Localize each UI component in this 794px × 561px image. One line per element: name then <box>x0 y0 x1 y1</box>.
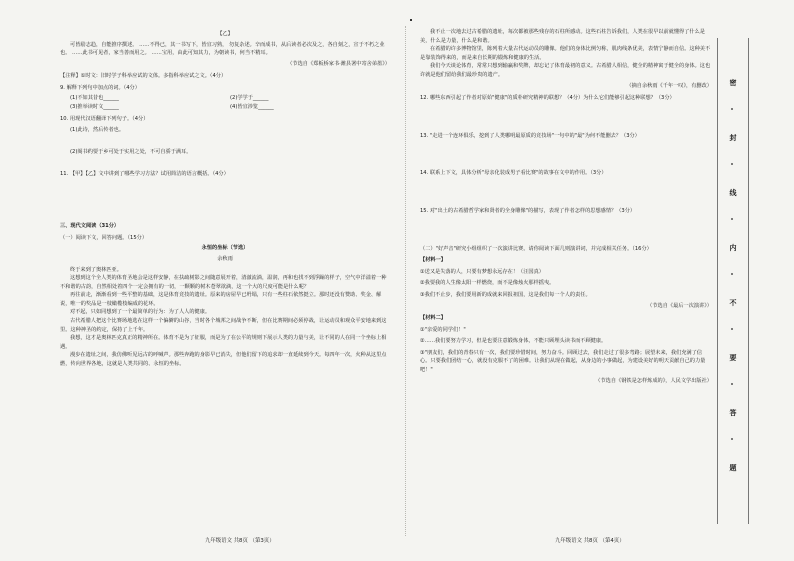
page-divider <box>405 26 406 536</box>
seal-dot <box>731 273 733 275</box>
subsection-2-title: （二）"好声音"研究小组组织了一次演讲比赛。请你阅读下面几则演讲词，并完成相关任务。（16分） <box>420 245 652 252</box>
q9-row-1 <box>70 94 390 103</box>
seal-line-strip <box>717 38 749 524</box>
answer-blank[interactable] <box>420 103 712 129</box>
q9-item-3: (3)推举读时文______ <box>70 104 119 111</box>
question-10: 10. 用现代汉语翻译下列句子。（4分） <box>60 115 149 122</box>
article-title: 永恒的坐标（节选） <box>201 245 249 252</box>
question-14: 14. 联系上下文，具体分析"母亲化装成男子看比赛"的故事在文中的作用。（3分） <box>420 170 607 177</box>
section-3-title: 三、现代文阅读（31分） <box>60 223 120 230</box>
seal-dot <box>731 383 733 385</box>
material-1-item: ③我们不止步，我们要用新的成就来回报祖国，这是我们每一个人的责任。 <box>420 291 591 298</box>
article-para: 对不起，只如同想到了一个最简单的行为：为了人人的健康。 <box>70 309 211 316</box>
q9-item-4: (4)皆宜涉览______ <box>230 104 274 111</box>
yi-source: （节选自《郑板桥家书·潍县署中寄舍弟墨》） <box>287 60 390 67</box>
article-para: 漫步在遗址之间，我仿佛听见远古的呼喊声。那些奔跑的身影早已消失，但他们留下的追求却一直延续到今天。每四年一次，火种从这里点燃，传向世界各地，这就是人类共同的、永恒的坐标。 <box>60 352 387 368</box>
material-1-label: 【材料一】 <box>420 257 446 264</box>
material-1-item: ①送又是失落的人，只要有梦想永远存在！（汪国真） <box>420 268 544 275</box>
q10-item-1: (1)此诗，然后传者也。 <box>70 127 125 134</box>
note: 【注释】①时文：旧时学子科举应试的文体。多指科举应试之文。（4分） <box>60 73 227 80</box>
article-author: 余秋雨 <box>217 255 233 262</box>
article-para: 古代希腊人把这个比赛场地选在这样一个偏僻的山谷，当时各个城邦之间战争不断，但在比赛期间必须停战，让运动员和观众平安地来到这里。这种神圣的约定，保持了上千年。 <box>60 318 387 333</box>
page-footer-left: 九年级语文 共8页 （第3页） <box>205 538 275 544</box>
seal-char: 密 <box>729 79 737 87</box>
seal-dot <box>731 218 733 220</box>
seal-char: 不 <box>729 299 737 307</box>
material-1-item: ②我要我的人生像太阳一样燃烧，而不是像烛火那样摇曳。 <box>420 280 555 287</box>
question-15: 15. 对"出土的古希腊哲学家和贤者的全身雕像"的描写，表现了作者怎样的思想感情？（3分） <box>420 207 636 214</box>
material-1-source: （节选自《最后一次演讲》） <box>647 302 712 309</box>
question-12: 12. 哪些东西引起了作者对原始"健康"的质朴研究精神的联想？（4分）为什么它们能够引起这种联想？（3分） <box>420 95 675 102</box>
question-11: 11. 【甲】【乙】文中讲到了哪些学习方法？试用简洁的语言概括。（4分） <box>60 170 229 177</box>
article-para: 再往前走，渐渐看到一些平整的基础，这是体育竞技的遗址。原来的房屋早已坍塌，只有一些柱石依然挺立。那时还没有赞助、奖金、解说，唯一的奖品是一枝橄榄枝编成的花环。 <box>60 292 382 307</box>
answer-blank[interactable] <box>60 135 390 145</box>
q9-row-2 <box>70 103 390 112</box>
seal-char: 线 <box>729 189 737 197</box>
left-page <box>60 28 390 533</box>
yi-text: 可皆励志趋，自能推序撰述。 ……不得已，其一书写下，皆宜习熟， 勿复杂述。辛而成书，从后读者必次及之，各自刻之，宣于不朽之业也。 ……此书可见者，家当善而用之。 ……宝用，由此可知其力，为朝读书，何当不精耳。 <box>60 41 385 57</box>
article-para: 这想到这个全人类的体育圣地会是这样安静，在扶疏树影之间随意展开着，清澈流淌，温润，再和也找不到浮躁的样子，空气中洋溢着一种不和谐的古韵，自然相处着四个一定会拥有的一切，一颗颗的树木苍翠欲滴，这一个大的尺度可能是什么呢？ <box>60 275 387 290</box>
seal-dot <box>731 108 733 110</box>
seal-char: 封 <box>729 134 737 142</box>
seal-dot <box>731 328 733 330</box>
material-2-label: 【材料二】 <box>420 315 446 322</box>
material-2-item: ③"朋友们，我们的青春只有一次，我们要珍惜时间，努力奋斗。回顾过去，我们走过了很多弯路；展望未来，我们充满了信心。只要我们团结一心，就没有克服不了的困难。让我们从现在做起，从身边的小事做起，为建设美好的明天贡献自己的力量吧！" <box>420 349 706 374</box>
q9-item-2: (2)学学于______ <box>230 94 269 101</box>
article-para: 终于来到了奥林匹亚。 <box>70 266 122 273</box>
article-source: （摘自余秋雨《千年一叹》，有删改） <box>626 82 712 89</box>
seal-char: 内 <box>729 244 737 252</box>
article-para: 在希腊的许多博物馆里，陈列着大量古代运动员的雕像。他们的身体比例匀称，肌肉线条优美，表情宁静而自信。这种美不是靠装饰得来的，而是来自长期的锻炼和健康的生活。 <box>420 46 711 61</box>
article-para: 我们今天谈论体育，常常只想到输赢和奖牌，却忘记了体育最初的意义。古希腊人相信，健全的精神寓于健全的身体。这也许就是他们留给我们最珍贵的遗产。 <box>420 63 711 78</box>
answer-blank[interactable] <box>420 140 712 166</box>
material-2-item: ②……我们要努力学习，但是也要注意锻炼身体，不能只顾埋头读书而不顾健康。 <box>420 338 607 345</box>
seal-char: 要 <box>729 354 737 362</box>
q9-item-1: (1)不如其昔也______ <box>70 94 119 101</box>
scan-mark <box>410 19 412 21</box>
seal-dot <box>731 163 733 165</box>
material-2-source: （节选自《钢铁是怎样炼成的》，人民文学出版社） <box>595 377 712 384</box>
question-13: 13. "走进一个连环俱乐，挖到了人类哪明最原质的竞技场"一句中的"最"为何不能删去？（3分） <box>420 132 640 139</box>
seal-char: 题 <box>729 464 737 472</box>
subsection-1-title: （一）阅读下文，回答问题。（15分） <box>60 234 148 241</box>
seal-dot <box>731 438 733 440</box>
right-page <box>420 28 712 533</box>
question-9: 9. 解释下列句中加点的词。（4分） <box>60 84 140 91</box>
q10-item-2: (2)阁书约要于乡可处于实用之处，不可自骄于满耳。 <box>70 148 192 155</box>
yi-heading: 【乙】 <box>217 31 233 37</box>
article-para: 我想，这才是奥林匹克真正的精神所在。体育不是为了征服，而是为了在公平的规则下展示人类的力量与美，让不同的人在同一个坐标上相遇。 <box>60 335 387 350</box>
page-footer-right: 九年级语文 共8页 （第4页） <box>555 538 625 544</box>
answer-blank[interactable] <box>420 216 712 242</box>
article-para: 我不止一次地去过古希腊的遗址，每次都被那些残存的石柱所感动。这些石柱告诉我们，人类在很早以前就懂得了什么是美，什么是力量，什么是和谐。 <box>420 29 705 44</box>
answer-blank[interactable] <box>60 157 390 167</box>
material-2-item: ①"亲爱的同学们！" <box>420 326 466 333</box>
seal-char: 答 <box>729 409 737 417</box>
answer-blank[interactable] <box>420 178 712 204</box>
